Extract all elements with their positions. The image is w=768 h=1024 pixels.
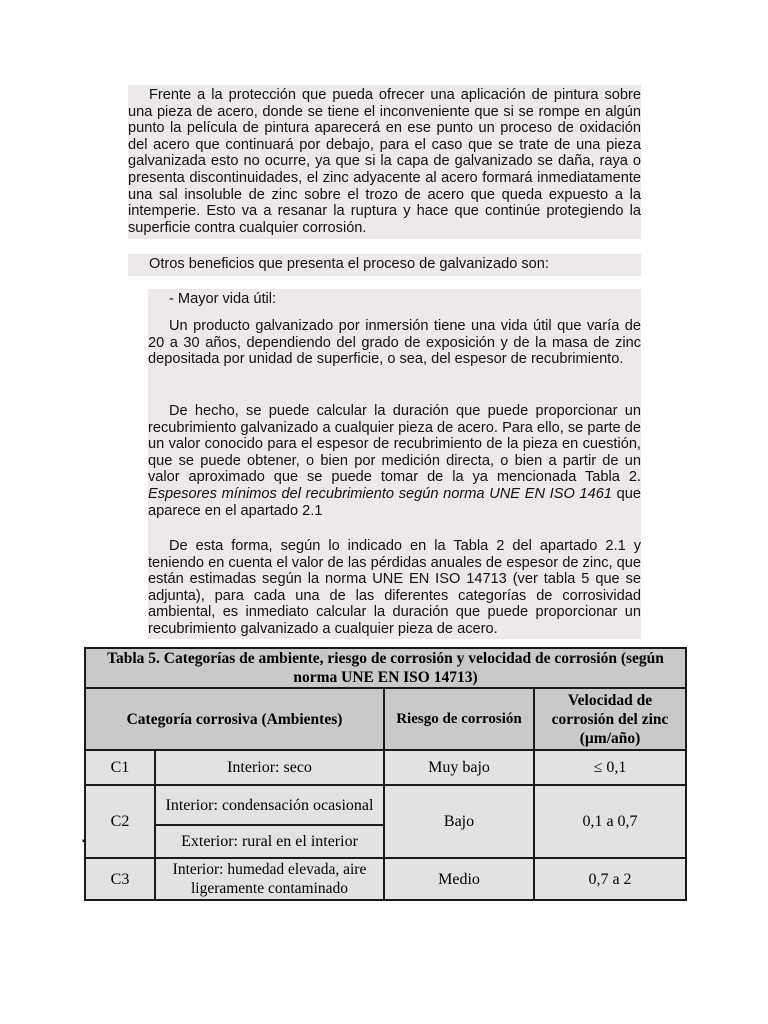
cell-environment: Interior: condensación ocasional xyxy=(155,785,384,825)
cell-environment: Interior: humedad elevada, aire ligeramente contaminado xyxy=(155,858,384,900)
list-item-longer-life: - Mayor vida útil: xyxy=(169,291,277,307)
table-row xyxy=(85,858,686,900)
header-category: Categoría corrosiva (Ambientes) xyxy=(85,688,384,750)
paragraph-galvanized-protection: Frente a la protección que pueda ofrecer una aplicación de pintura sobre una pieza de acero, donde se tiene el inconveniente que si se rompe en algún punto la película de pintura aparecerá en ese punto un proceso de oxidación del acero que continuará por debajo, para el caso que se trate de una pieza galvanizada esto no ocurre, ya que si la capa de galvanizado se daña, raya o presenta discontinuidades, el zinc adyacente al acero formará inmediatamente una sal insoluble de zinc sobre el trozo de acero que queda expuesto a la intemperie. Esto va a resanar la ruptura y hace que continúe protegiendo la superficie contra cualquier corrosión. xyxy=(128,85,641,239)
cell-risk: Bajo xyxy=(384,785,534,858)
cell-code: C1 xyxy=(85,750,155,785)
cell-risk: Muy bajo xyxy=(384,750,534,785)
paragraph-duration-calc-start: De hecho, se puede calcular la duración que puede proporcionar un recubrimiento galvanizado a cualquier pieza de acero. Para ello, se parte de un valor conocido para el espesor de recubrimiento de la pieza en cuestión, que se puede obtener, o bien por medición directa, o bien a partir de un valor aproximado que se puede tomar de la ya mencionada Tabla 2. xyxy=(148,403,641,486)
margin-mark: ▪ xyxy=(82,836,86,847)
cell-velocity: ≤ 0,1 xyxy=(534,750,686,785)
cell-code: C2 xyxy=(85,785,155,858)
corrosion-table xyxy=(84,647,687,901)
cell-environment: Exterior: rural en el interior xyxy=(155,825,384,858)
header-risk: Riesgo de corrosión xyxy=(384,688,534,750)
paragraph-duration-calc-end: que aparece en el apartado 2.1 xyxy=(148,485,641,519)
cell-velocity: 0,7 a 2 xyxy=(534,858,686,900)
header-velocity: Velocidad de corrosión del zinc (µm/año) xyxy=(534,688,686,750)
cell-velocity: 0,1 a 0,7 xyxy=(534,785,686,858)
cell-code: C3 xyxy=(85,858,155,900)
paragraph-service-life: Un producto galvanizado por inmersión tiene una vida útil que varía de 20 a 30 años, dependiendo del grado de exposición y de la masa de zinc depositada por unidad de superficie, o sea, del espesor de recubrimiento. xyxy=(148,318,641,368)
paragraph-other-benefits: Otros beneficios que presenta el proceso de galvanizado son: xyxy=(128,254,641,276)
table-2-reference: Espesores mínimos del recubrimiento según norma UNE EN ISO 1461 xyxy=(148,485,612,502)
cell-risk: Medio xyxy=(384,858,534,900)
table-row xyxy=(85,785,686,825)
table-title: Tabla 5. Categorías de ambiente, riesgo de corrosión y velocidad de corrosión (según norma UNE EN ISO 14713) xyxy=(85,648,686,688)
cell-environment: Interior: seco xyxy=(155,750,384,785)
paragraph-duration-calc xyxy=(148,403,641,519)
paragraph-corrosivity: De esta forma, según lo indicado en la Tabla 2 del apartado 2.1 y teniendo en cuenta el valor de las pérdidas anuales de espesor de zinc, que están estimadas según la norma UNE EN ISO 14713 (ver tabla 5 que se adjunta), para cada una de las diferentes categorías de corrosividad ambiental, es inmediato calcular la duración que puede proporcionar un recubrimiento galvanizado a cualquier pieza de acero. xyxy=(148,538,641,637)
table-row xyxy=(85,750,686,785)
